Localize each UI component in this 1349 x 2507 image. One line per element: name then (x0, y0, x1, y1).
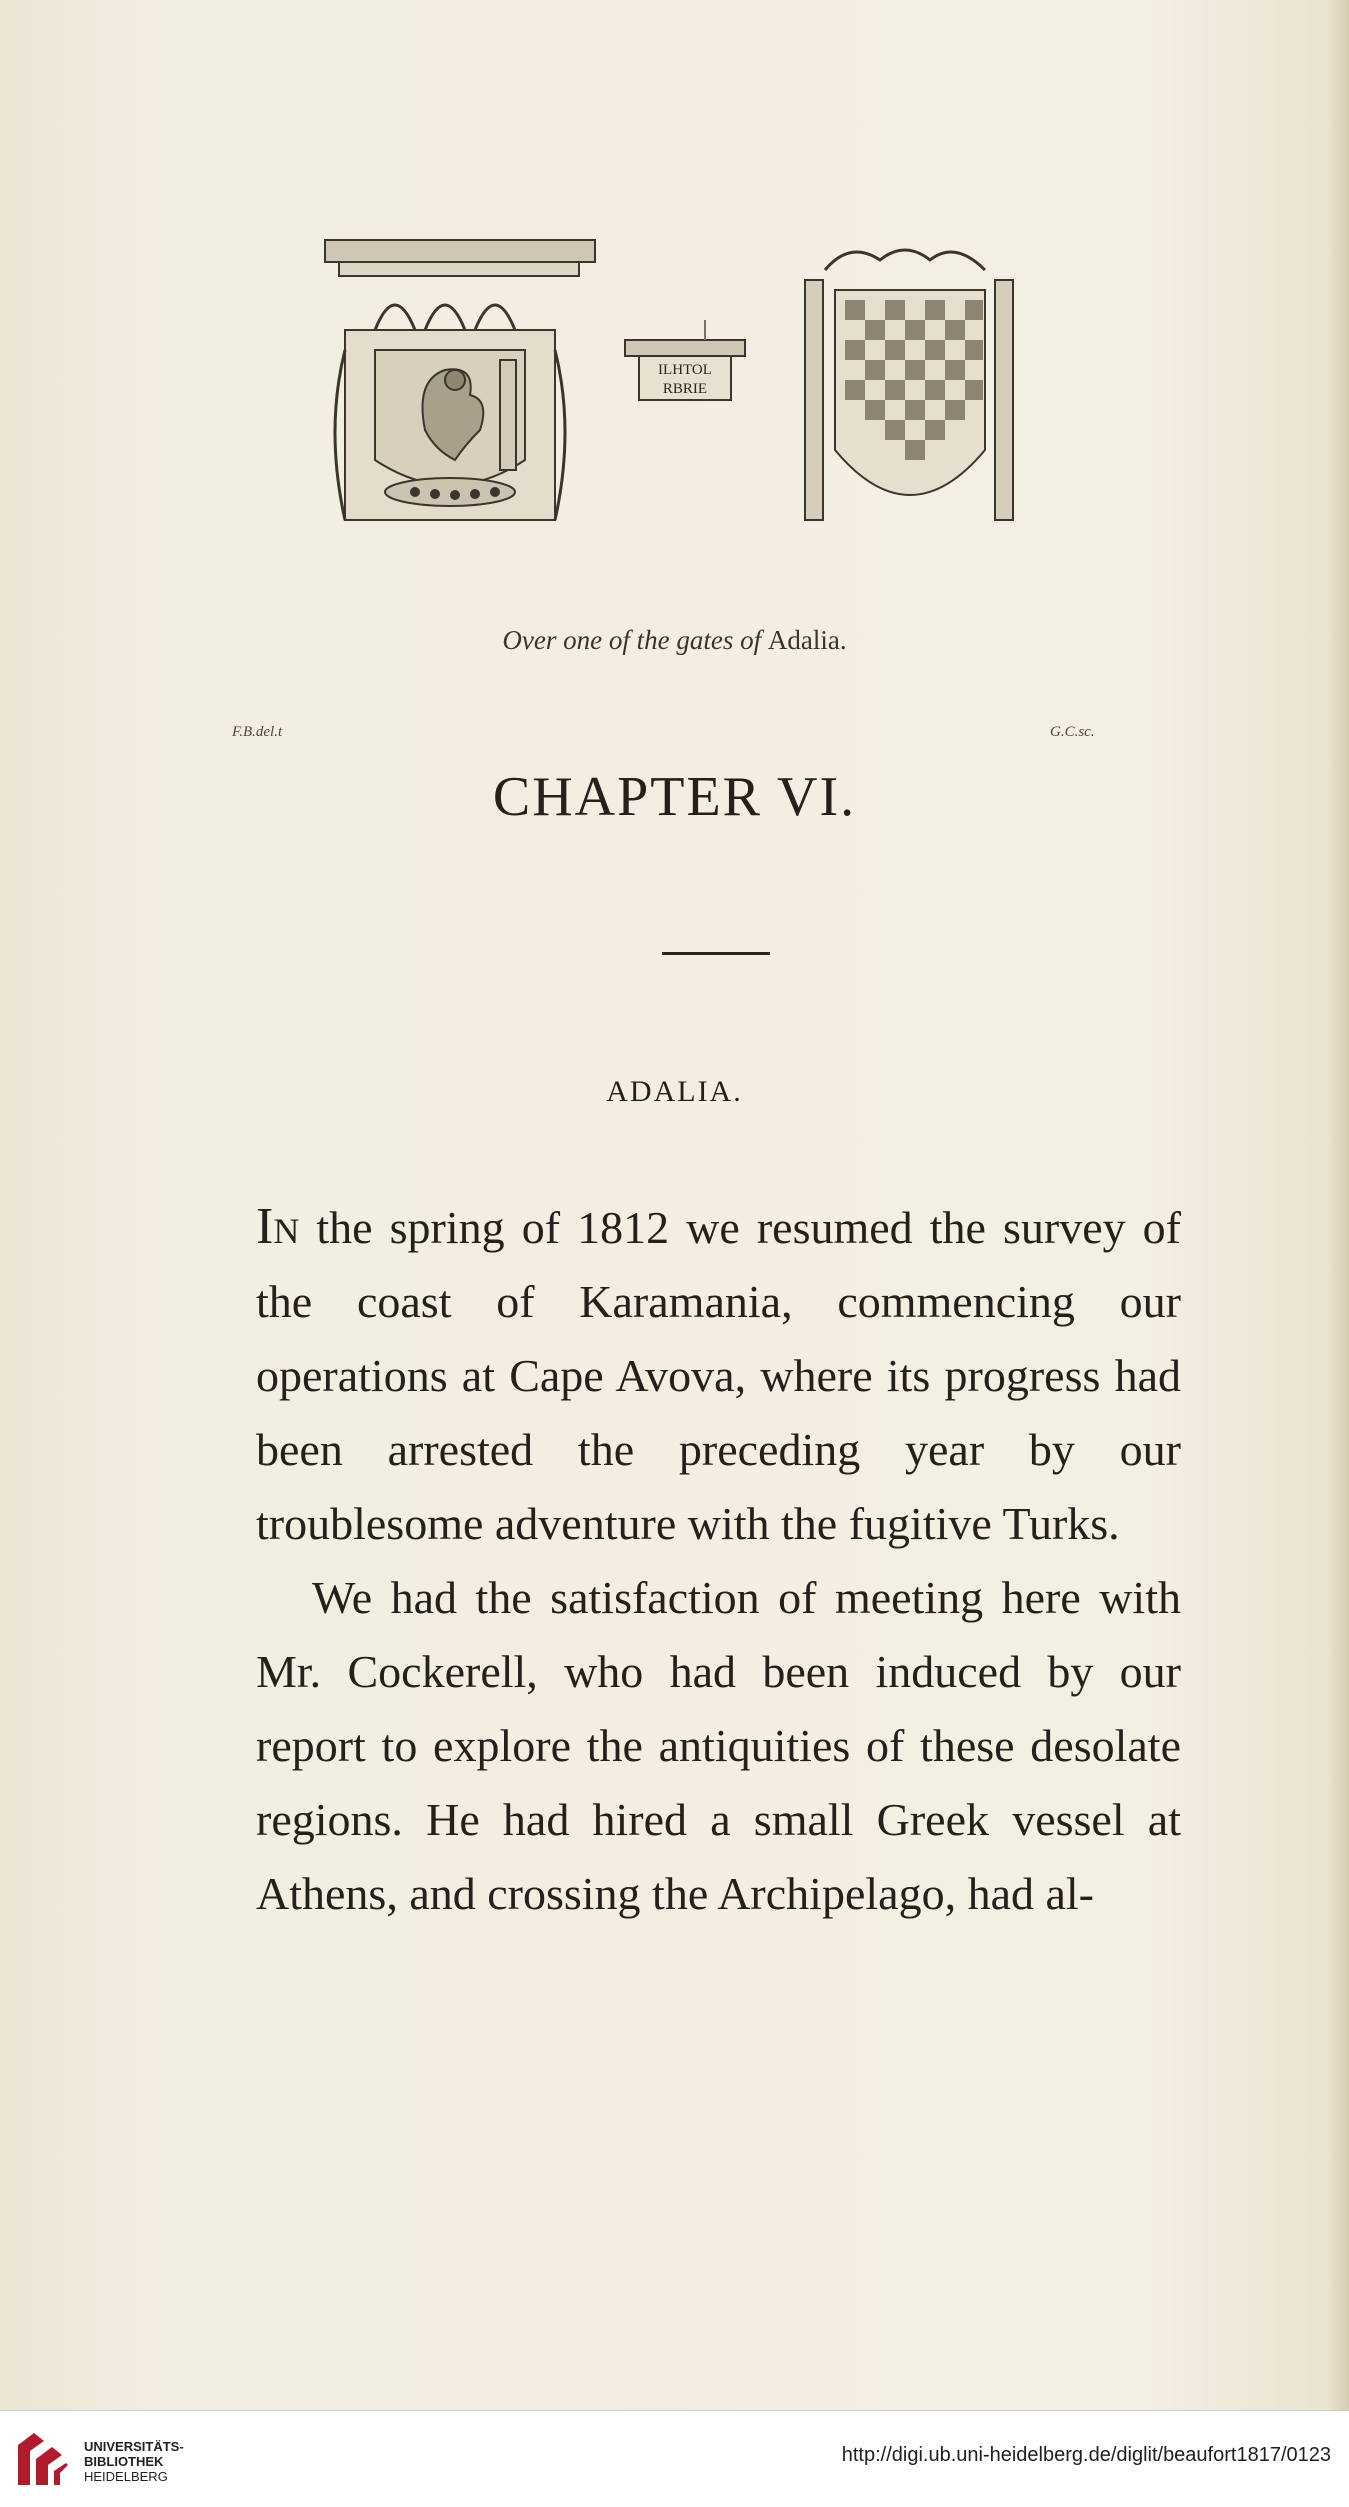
chapter-rule (662, 952, 770, 955)
viewer-footer (0, 2410, 1349, 2507)
page-edge (1331, 0, 1349, 2410)
lion-shield-panel (325, 240, 595, 520)
section-title: ADALIA. (606, 1075, 743, 1108)
artist-credit: F.B.del.t (232, 724, 283, 740)
university-library-logo-icon[interactable] (14, 2425, 72, 2493)
inscription-line-2: RBRIE (662, 381, 708, 397)
paragraph-1 (256, 1190, 1181, 1561)
library-name-line-3: HEIDELBERG (84, 2469, 168, 2484)
library-name-line-2: BIBLIOTHEK (84, 2454, 164, 2469)
caption-place: Adalia. (767, 625, 847, 655)
gate-engraving-illustration (305, 230, 1065, 560)
library-name-line-1: UNIVERSITÄTS- (84, 2439, 184, 2454)
permalink-url[interactable]: http://digi.ub.uni-heidelberg.de/diglit/beaufort1817/0123 (841, 2444, 1331, 2466)
paragraph-1-text: the spring of 1812 we resumed the survey of the coast of Karamania, commencing our operations at Cape Avova, where its progress had been arrested the preceding year by our troublesome adventure with the fugitive Turks. (256, 1202, 1181, 1549)
caption-text: Over one of the gates of (502, 625, 762, 655)
body-text (256, 1190, 1181, 1931)
engraver-credit: G.C.sc. (1050, 724, 1095, 740)
paragraph-1-opening: In (256, 1198, 300, 1255)
paragraph-2: We had the satisfaction of meeting here with Mr. Cockerell, who had been induced by our report to explore the antiquities of these desolate regions. He had hired a small Greek vessel at Athens, and crossing the Archipelago, had al- (256, 1572, 1181, 1919)
library-name (84, 2439, 184, 2484)
chapter-title: CHAPTER VI. (492, 766, 857, 828)
inscription-tablet (625, 320, 745, 400)
checkered-shield-panel (805, 250, 1013, 520)
inscription-line-1: ILHTOL (658, 362, 712, 378)
illustration-caption (0, 625, 1349, 656)
